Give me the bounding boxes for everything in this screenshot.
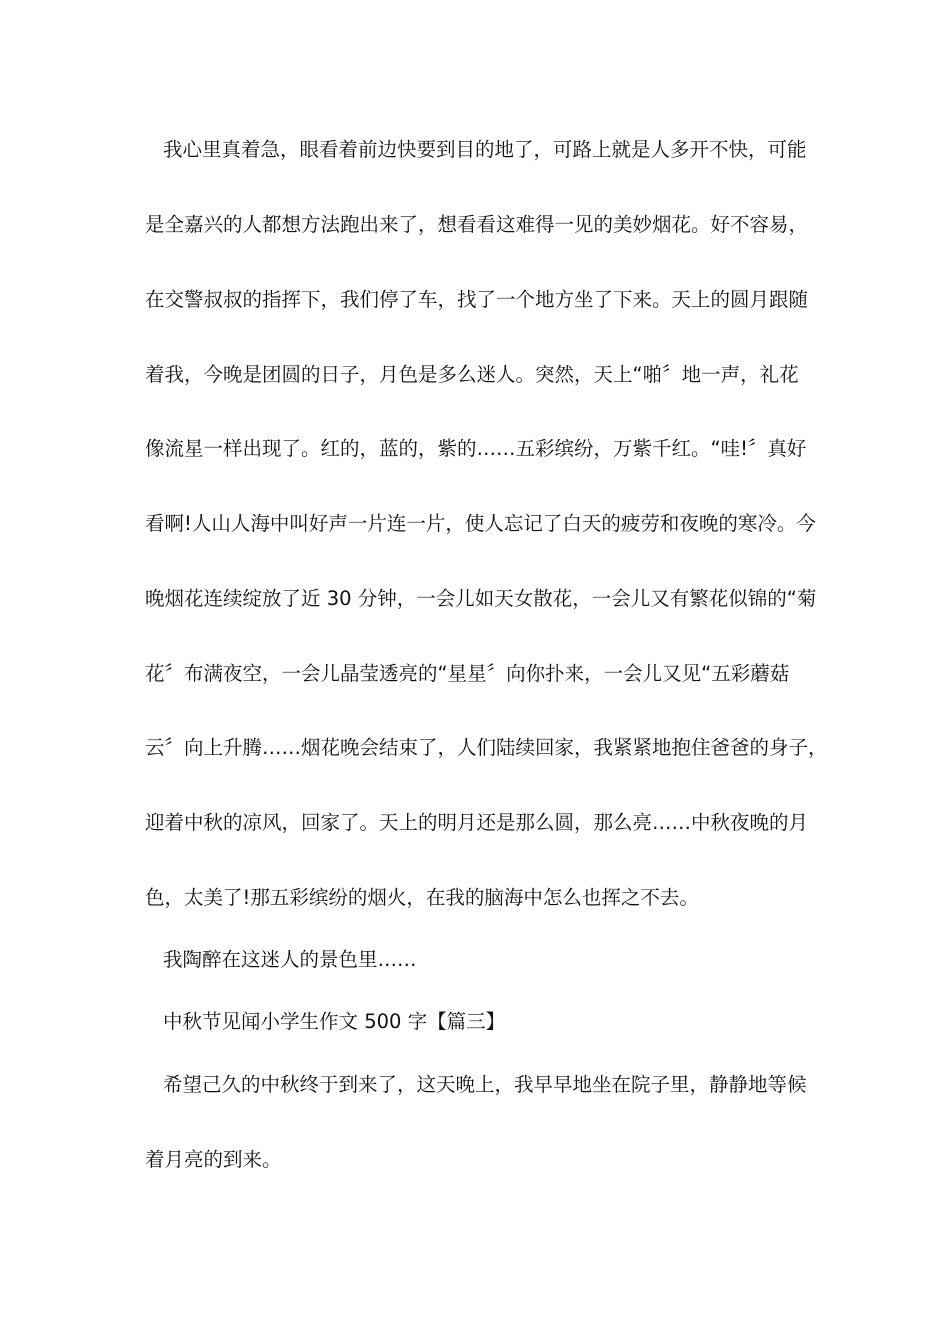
paragraph-line: 花〞布满夜空，一会儿晶莹透亮的“星星〞向你扑来，一会儿又见“五彩蘑菇 xyxy=(145,662,790,685)
paragraph-line: 像流星一样出现了。红的，蓝的，紫的……五彩缤纷，万紫千红。“哇!〞真好 xyxy=(145,437,807,460)
paragraph-line: 云〞向上升腾……烟花晚会结束了，人们陆续回家，我紧紧地抱住爸爸的身子， xyxy=(145,736,828,759)
paragraph-line: 晚烟花连续绽放了近 30 分钟，一会儿如天女散花，一会儿又有繁花似锦的“菊 xyxy=(145,587,817,610)
paragraph-line: 看啊!人山人海中叫好声一片连一片，使人忘记了白天的疲劳和夜晚的寒冷。今 xyxy=(145,512,816,535)
section-heading: 中秋节见闻小学生作文 500 字【篇三】 xyxy=(163,1010,506,1033)
paragraph-text: 我陶醉在这迷人的景色里…… xyxy=(163,948,417,971)
paragraph-line: 在交警叔叔的指挥下，我们停了车，找了一个地方坐了下来。天上的圆月跟随 xyxy=(145,288,809,311)
paragraph-line: 是全嘉兴的人都想方法跑出来了，想看看这难得一见的美妙烟花。好不容易， xyxy=(145,213,809,236)
paragraph-line: 着我，今晚是团圆的日子，月色是多么迷人。突然，天上“啪〞地一声，礼花 xyxy=(145,363,799,386)
paragraph-line: 我心里真着急，眼看着前边快要到目的地了，可路上就是人多开不快，可能 xyxy=(163,138,807,161)
paragraph-line: 着月亮的到来。 xyxy=(145,1148,282,1171)
paragraph-line: 迎着中秋的凉风，回家了。天上的明月还是那么圆，那么亮……中秋夜晚的月 xyxy=(145,811,809,834)
paragraph-line: 色，太美了!那五彩缤纷的烟火，在我的脑海中怎么也挥之不去。 xyxy=(145,886,699,909)
paragraph-line: 希望己久的中秋终于到来了，这天晚上，我早早地坐在院子里，静静地等候 xyxy=(163,1073,807,1096)
